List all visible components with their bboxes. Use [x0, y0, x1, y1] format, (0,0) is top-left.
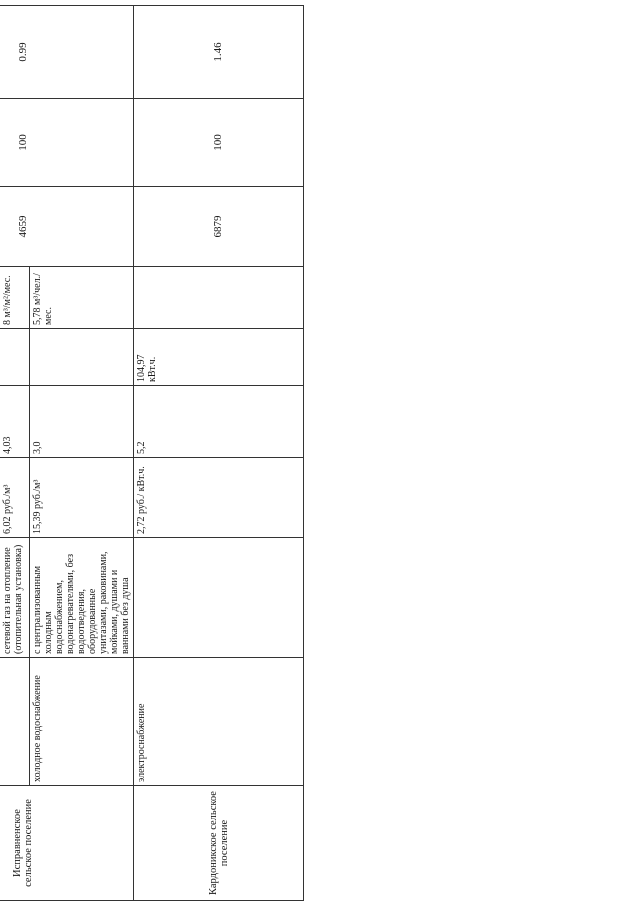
norm-cell: 8 м³/м²/мес. — [0, 266, 30, 328]
population-cell: 4659 — [0, 186, 134, 266]
share-rf-cell: 0.99 — [0, 5, 134, 98]
volume-cell — [30, 328, 134, 385]
growth-cell: 3,0 — [30, 385, 134, 457]
population-cell: 6879 — [134, 186, 304, 266]
amenity-cell: сетевой газ на отопление (отопительная установка) — [0, 537, 30, 657]
tariff-cell: 2,72 руб./ кВт.ч. — [134, 457, 304, 537]
amenity-cell: с централизованным холодным водоснабжением, водонагревателями, без водоотведения, оборудованные унитазами, раковинами, мойками, душами и ваннами без душа — [30, 537, 134, 657]
service-cell: электроснабжение — [134, 657, 304, 785]
volume-cell: 104,97 кВт.ч. — [134, 328, 304, 385]
settlement-name: Кардоникское сельское поселение — [134, 786, 304, 901]
share-rf-cell: 1.46 — [134, 5, 304, 98]
share-mo-cell: 100 — [134, 98, 304, 186]
service-cell — [0, 657, 30, 785]
service-cell: холодное водоснабжение — [30, 657, 134, 785]
settlement-name: Исправненское сельское поселение — [0, 786, 134, 901]
growth-cell: 4,03 — [0, 385, 30, 457]
norm-cell — [134, 266, 304, 328]
volume-cell — [0, 328, 30, 385]
norm-cell: 5,78 м³/чел./мес. — [30, 266, 134, 328]
tariff-cell: 6,02 руб./м³ — [0, 457, 30, 537]
tariff-cell: 15,39 руб./м³ — [30, 457, 134, 537]
table-row — [134, 5, 304, 900]
amenity-cell — [134, 537, 304, 657]
growth-cell: 5,2 — [134, 385, 304, 457]
tariff-table — [0, 5, 304, 901]
share-mo-cell: 100 — [0, 98, 134, 186]
